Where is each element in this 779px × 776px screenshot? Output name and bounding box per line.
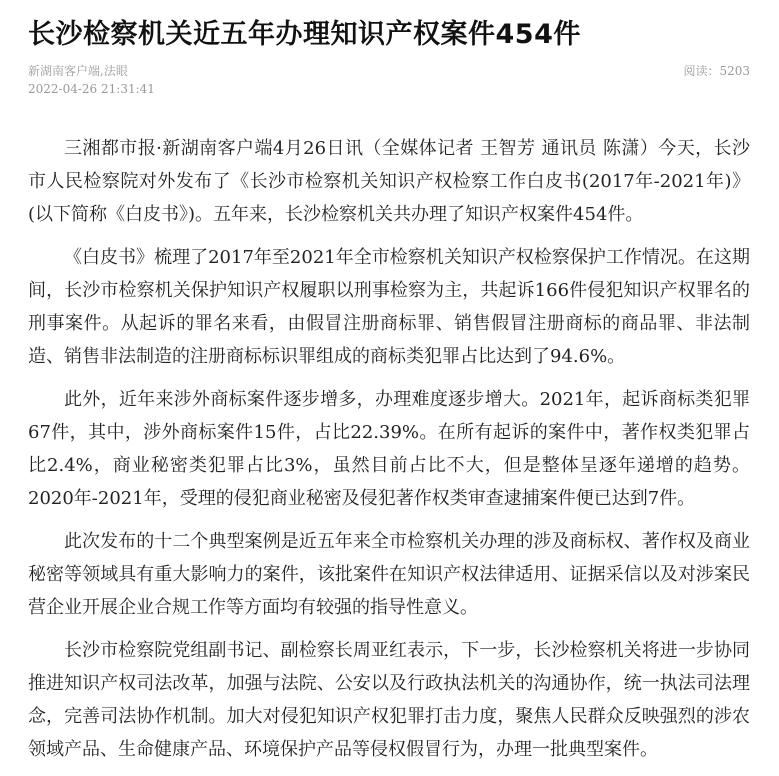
article-source: 新湖南客户端,法眼 (28, 64, 128, 78)
paragraph: 《白皮书》梳理了2017年至2021年全市检察机关知识产权检察保护工作情况。在这期间，长沙市检察机关保护知识产权履职以刑事检察为主，共起诉166件侵犯知识产权罪名的刑事案件。从起诉的罪名来看，由假冒注册商标罪、销售假冒注册商标的商品罪、非法制造、销售非法制造的注册商标标识罪组成的商标类犯罪占比达到了94.6%。 (28, 247, 750, 367)
article-title: 长沙检察机关近五年办理知识产权案件454件 (28, 19, 581, 50)
paragraph: 长沙市检察院党组副书记、副检察长周亚红表示，下一步，长沙检察机关将进一步协同推进知识产权司法改革，加强与法院、公安以及行政执法机关的沟通协作，统一执法司法理念，完善司法协作机制。加大对侵犯知识产权犯罪打击力度，聚焦人民群众反映强烈的涉农领域产品、生命健康产品、环境保护产品等侵权假冒行为，办理一批典型案件。 (28, 640, 750, 760)
paragraph: 此次发布的十二个典型案例是近五年来全市检察机关办理的涉及商标权、著作权及商业秘密等领域具有重大影响力的案件，该批案件在知识产权法律适用、证据采信以及对涉案民营企业开展企业合规工作等方面均有较强的指导性意义。 (28, 531, 750, 618)
paragraph: 此外，近年来涉外商标案件逐步增多，办理难度逐步增大。2021年，起诉商标类犯罪67件，其中，涉外商标案件15件，占比22.39%。在所有起诉的案件中，著作权类犯罪占比2.4%，商业秘密类犯罪占比3%，虽然目前占比不大，但是整体呈逐年递增的趋势。2020年-2021年，受理的侵犯商业秘密及侵犯著作权类审查逮捕案件便已达到7件。 (28, 389, 750, 509)
paragraph: 三湘都市报·新湖南客户端4月26日讯（全媒体记者 王智芳 通讯员 陈潇）今天，长沙市人民检察院对外发布了《长沙市检察机关知识产权检察工作白皮书(2017年-2021年)》(以下简称《白皮书》)。五年来，长沙检察机关共办理了知识产权案件454件。 (28, 138, 750, 225)
article-meta (28, 62, 750, 98)
read-count: 阅读：5203 (683, 64, 750, 78)
article-datetime: 2022-04-26 21:31:41 (28, 82, 155, 96)
article-body (28, 132, 750, 776)
